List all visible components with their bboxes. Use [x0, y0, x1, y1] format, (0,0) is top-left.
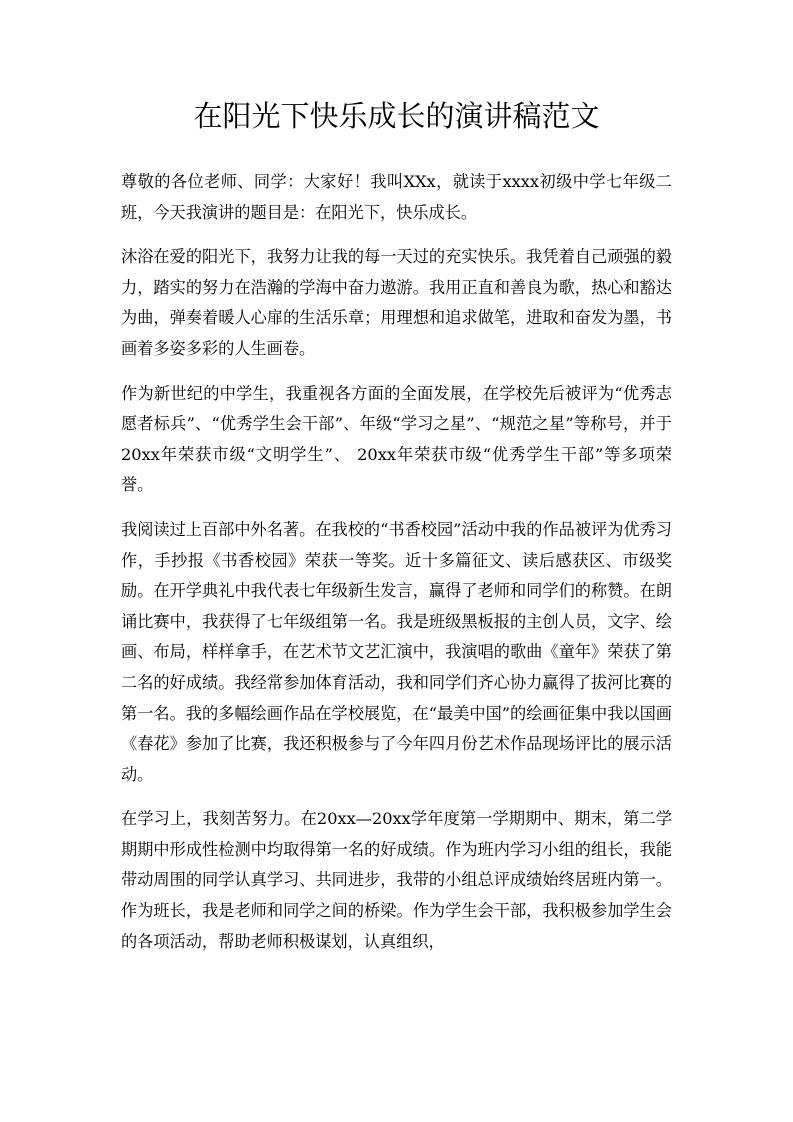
document-title: 在阳光下快乐成长的演讲稿范文: [193, 99, 600, 133]
paragraph-honors: 作为新世纪的中学生，我重视各方面的全面发展，在学校先后被评为“优秀志愿者标兵”、“优秀学生会干部”、年级“学习之星”、“规范之星”等称号，并于20xx年荣获市级“文明学生”、 20xx年荣获市级“优秀学生干部”等多项荣誉。: [121, 383, 672, 495]
paragraph-greeting: 尊敬的各位老师、同学：大家好！我叫XXx，就读于xxxx初级中学七年级二班，今天我演讲的题目是：在阳光下，快乐成长。: [121, 172, 672, 222]
paragraph-sunshine: 沐浴在爱的阳光下，我努力让我的每一天过的充实快乐。我凭着自己顽强的毅力，踏实的努力在浩瀚的学海中奋力遨游。我用正直和善良为歌，热心和豁达为曲，弹奏着暖人心扉的生活乐章；用理想和追求做笔，进取和奋发为墨，书画着多姿多彩的人生画卷。: [121, 247, 672, 358]
document-body: [121, 167, 672, 957]
paragraph-study: 在学习上，我刻苦努力。在20xx—20xx学年度第一学期期中、期末，第二学期期中形成性检测中均取得第一名的好成绩。作为班内学习小组的组长，我能带动周围的同学认真学习、共同进步，我带的小组总评成绩始终居班内第一。 作为班长，我是老师和同学之间的桥梁。作为学生会干部，我积极参加学生会的各项活动，帮助老师积极谋划，认真组织，: [121, 809, 672, 951]
paragraph-activities: 我阅读过上百部中外名著。在我校的“书香校园”活动中我的作品被评为优秀习作，手抄报《书香校园》荣获一等奖。近十多篇征文、读后感获区、市级奖励。在开学典礼中我代表七年级新生发言，赢得了老师和同学们的称赞。在朗诵比赛中，我获得了七年级组第一名。我是班级黑板报的主创人员，文字、绘画、布局，样样拿手，在艺术节文艺汇演中，我演唱的歌曲《童年》荣获了第二名的好成绩。我经常参加体育活动，我和同学们齐心协力赢得了拔河比赛的第一名。我的多幅绘画作品在学校展览，在“最美中国”的绘画征集中我以国画《春花》参加了比赛，我还积极参与了今年四月份艺术作品现场评比的展示活动。: [121, 519, 672, 784]
